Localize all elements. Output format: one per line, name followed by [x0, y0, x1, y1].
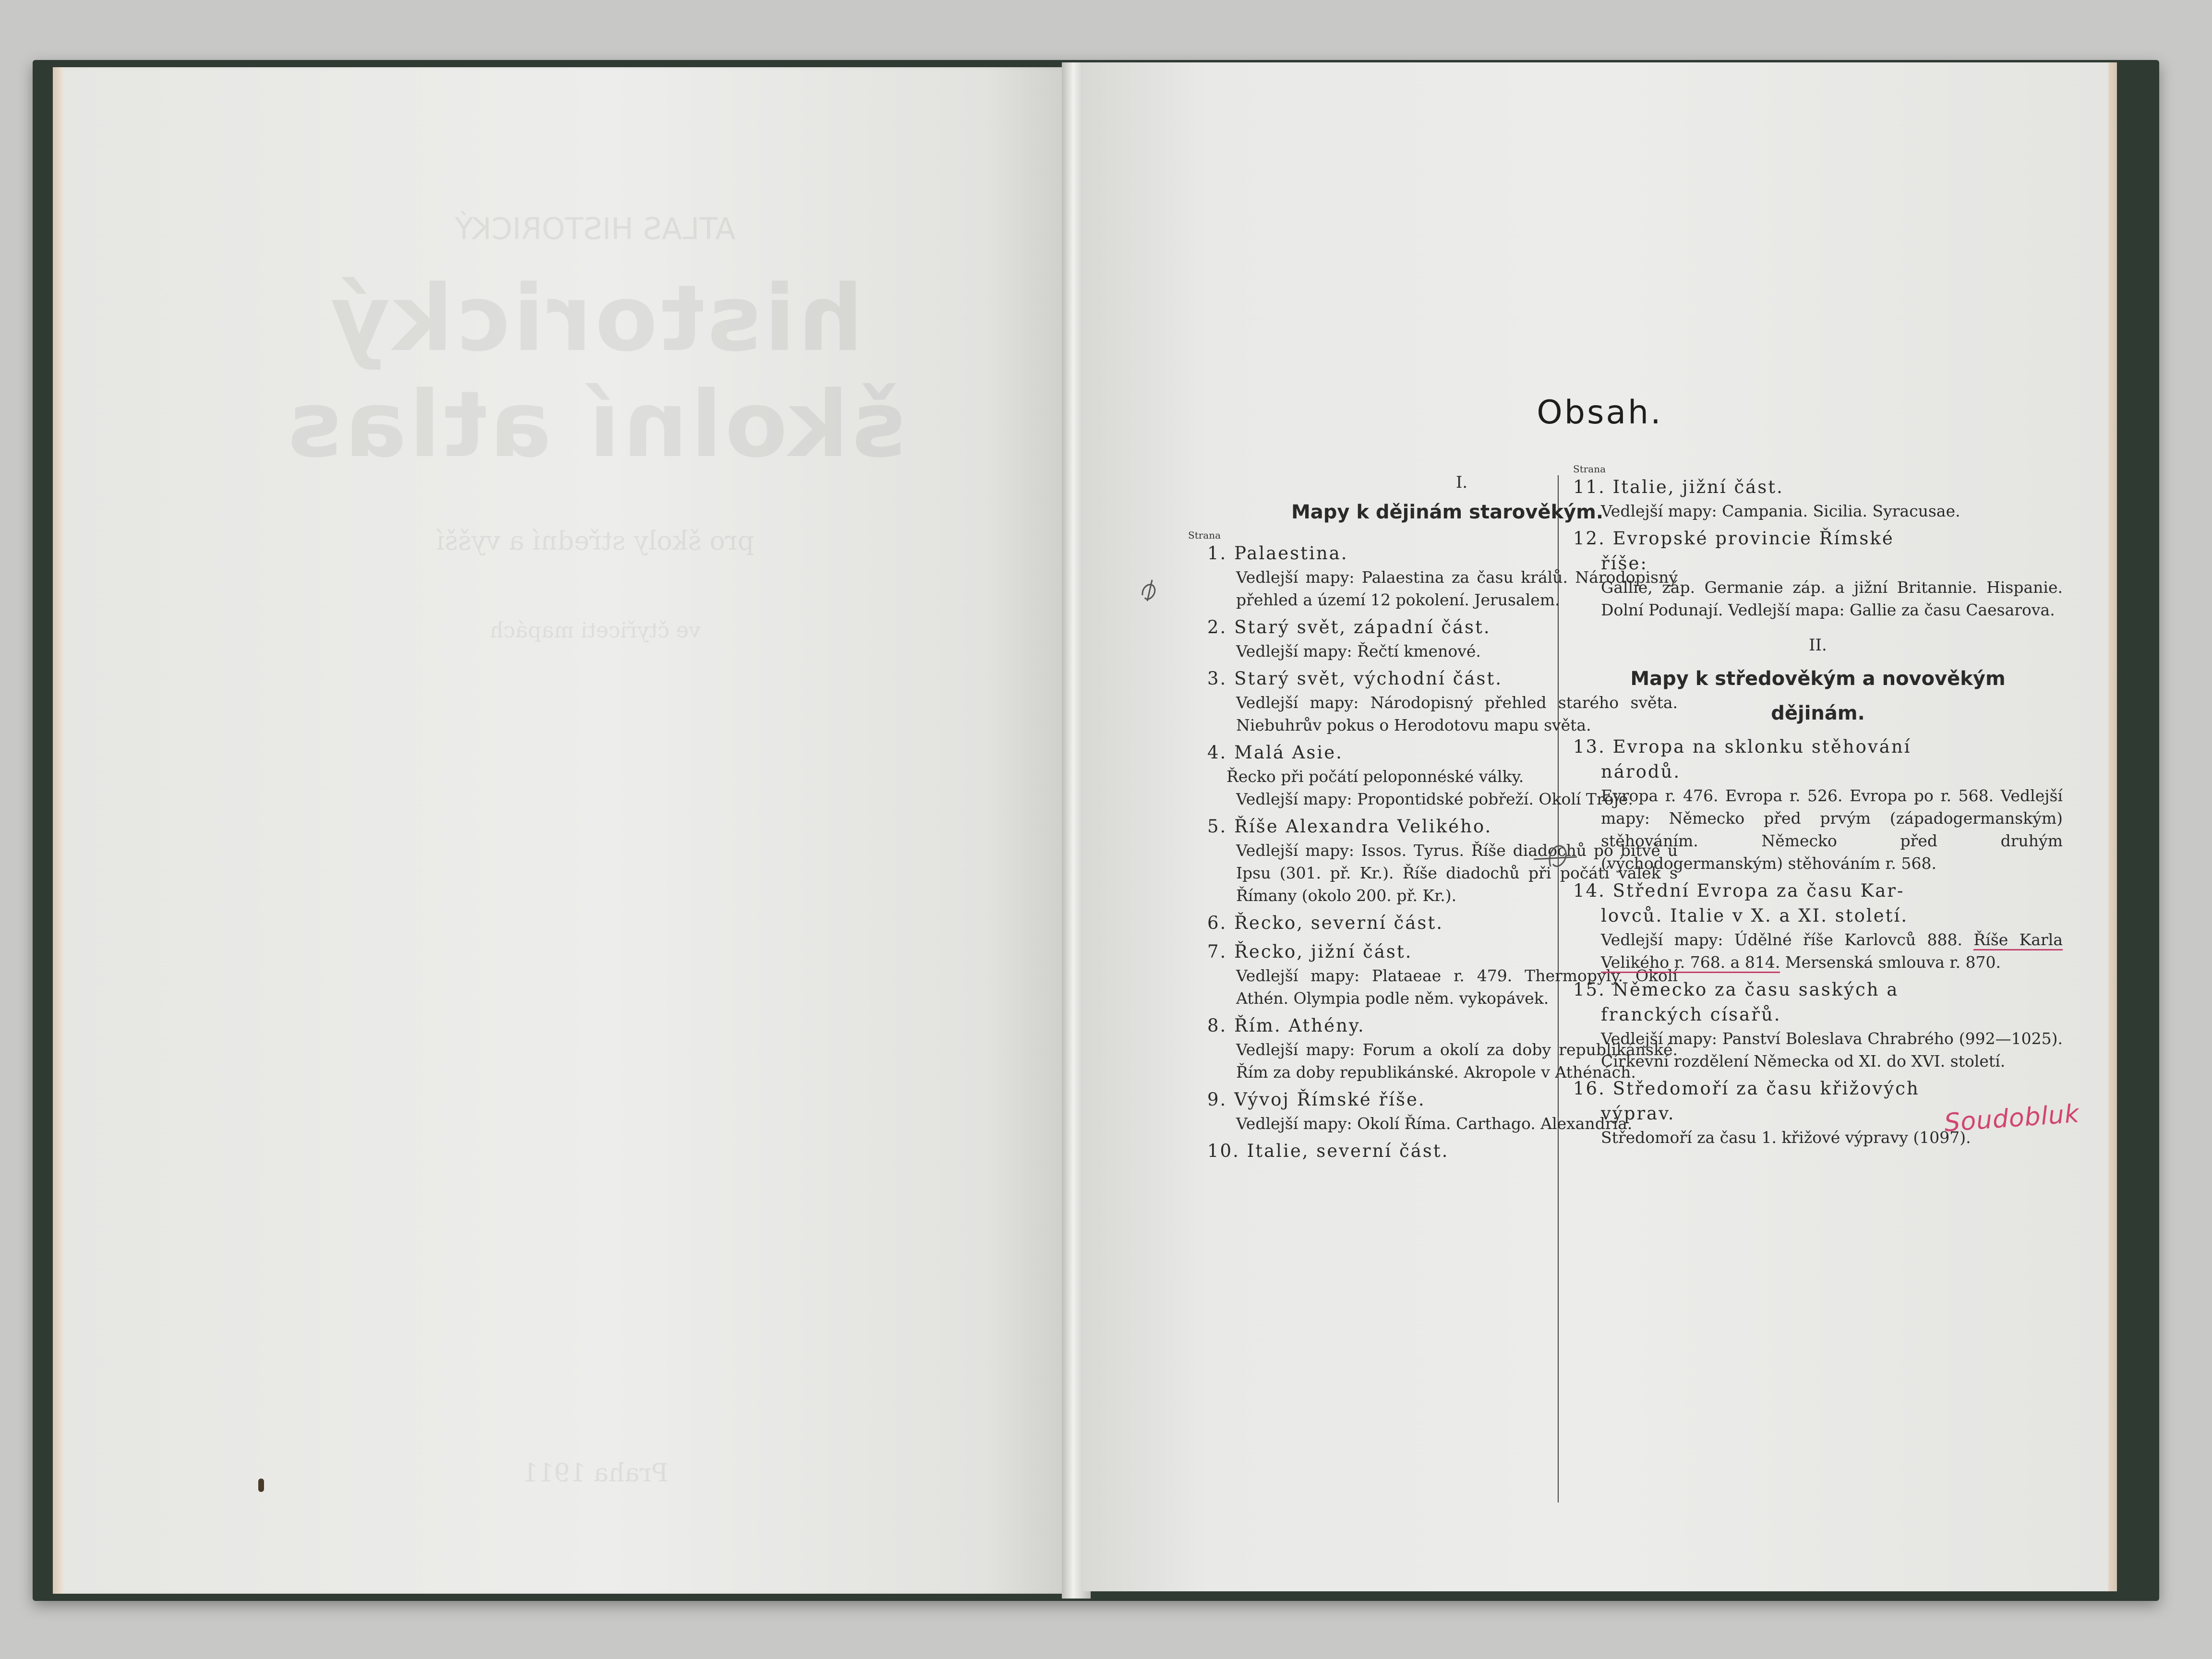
- toc-entry: [1573, 878, 2063, 974]
- entry-title: 5. Říše Alexandra Velikého.: [1207, 816, 1492, 837]
- show-through-ghost-text: [187, 211, 1003, 1488]
- toc-entry: [1573, 734, 2063, 875]
- entry-description: Vedlejší mapy: Propontidské pobřeží. Okolí Troje.: [1236, 790, 1633, 808]
- entry-description: Evropa r. 476. Evropa r. 526. Evropa po r. 568. Vedlejší mapy: Německo před prvým (západogermanským) stěhováním. Německo před druhým (východogermanským) stěhováním r. 568.: [1601, 786, 2063, 873]
- section-heading: Mapy k středověkým a novověkým: [1630, 668, 2006, 690]
- entry-title-continued: výprav.: [1601, 1103, 1675, 1124]
- entry-title: 2. Starý svět, západní část.: [1207, 617, 1491, 637]
- entry-title: 7. Řecko, jižní část.: [1207, 941, 1413, 962]
- entry-title-continued: lovců. Italie v X. a XI. století.: [1601, 905, 1909, 926]
- pencil-mark: [1531, 835, 1579, 874]
- entry-description: Vedlejší mapy: Panství Boleslava Chrabrého (992—1025). Církevní rozdělení Německa od XI. do XVI. století.: [1601, 1029, 2063, 1070]
- ghost-line: Praha 1911: [522, 1459, 669, 1488]
- entry-title: 12. Evropské provincie Římské: [1573, 528, 1894, 549]
- underlined-text: Říše Karla Velikého r. 768. a 814.: [1601, 930, 2063, 973]
- entry-title: 14. Střední Evropa za času Kar-: [1573, 880, 1905, 901]
- entry-title: 3. Starý svět, východní část.: [1207, 668, 1503, 689]
- handwritten-note: Soudobluk: [1943, 1099, 2080, 1138]
- right-page-edge: [2108, 62, 2117, 1591]
- right-page: [1082, 62, 2117, 1591]
- page-label: Strana: [1188, 529, 1221, 541]
- entry-description: [1573, 928, 2063, 974]
- entry-description: Gallie, záp. Germanie záp. a jižní Britannie. Hispanie. Dolní Podunají. Vedlejší mapa: Gallie za času Caesarova.: [1601, 578, 2063, 619]
- section-heading-continued: dějinám.: [1771, 702, 1865, 724]
- toc-entry: [1573, 475, 2063, 522]
- entry-description: Vedlejší mapy: Issos. Tyrus. Říše diadochů po bitvě u Ipsu (301. př. Kr.). Říše diadochů při počátí válek s Římany (okolo 200. př. Kr.).: [1236, 841, 1678, 905]
- ghost-line: historický školní atlas: [285, 265, 906, 478]
- section-heading: Mapy k dějinám starověkým.: [1291, 501, 1604, 523]
- section-number: II.: [1809, 636, 1827, 655]
- entry-title: 15. Německo za času saských a: [1573, 979, 1899, 1000]
- entry-title: 11. Italie, jižní část.: [1573, 477, 1784, 497]
- entry-title: 6. Řecko, severní část.: [1207, 913, 1443, 933]
- ghost-line: ATLAS HISTORICKÝ: [455, 211, 736, 246]
- entry-description-part: Mersenská smlouva r. 870.: [1780, 953, 2001, 972]
- entry-title: 4. Malá Asie.: [1207, 742, 1343, 763]
- pencil-mark: [1138, 576, 1162, 605]
- left-page-edge: [53, 67, 63, 1594]
- entry-title: 9. Vývoj Římské říše.: [1207, 1089, 1426, 1110]
- entry-description-part: Vedlejší mapy: Údělné říše Karlovců 888.: [1601, 930, 1974, 949]
- entry-description: Vedlejší mapy: Okolí Říma. Carthago. Alexandria.: [1236, 1114, 1633, 1133]
- entry-title: 1. Palaestina.: [1207, 543, 1348, 564]
- entry-description: Vedlejší mapy: Plataeae r. 479. Thermopyly. Okolí Athén. Olympia podle něm. vykopávek.: [1236, 966, 1678, 1008]
- toc-entry: [1573, 526, 2063, 621]
- paper-speck: [258, 1479, 264, 1492]
- entry-title: 8. Řím. Athény.: [1207, 1015, 1365, 1036]
- entry-title-continued: národů.: [1601, 761, 1681, 782]
- page-label: Strana: [1573, 463, 1606, 475]
- entry-subtitle: Řecko při počátí peloponnéské války.: [1226, 767, 1524, 786]
- entry-description: Vedlejší mapy: Campania. Sicilia. Syracusae.: [1601, 502, 1960, 520]
- toc-title: Obsah.: [1537, 394, 1663, 432]
- ghost-line: pro školy střední a vyšší: [436, 526, 754, 556]
- entry-title: 10. Italie, severní část.: [1207, 1141, 1449, 1161]
- entry-description: Vedlejší mapy: Řečtí kmenové.: [1236, 642, 1481, 661]
- entry-description: Vedlejší mapy: Palaestina za času králů. Národopisný přehled a území 12 pokolení. Jerusalem.: [1236, 568, 1678, 609]
- entry-title-continued: franckých císařů.: [1601, 1004, 1781, 1025]
- left-page: [53, 67, 1066, 1594]
- entry-title-continued: říše:: [1601, 553, 1648, 574]
- entry-description: Středomoří za času 1. křižové výpravy (1097).: [1601, 1128, 1971, 1147]
- toc-entry: [1573, 977, 2063, 1072]
- entry-title: 16. Středomoří za času křižových: [1573, 1078, 1920, 1099]
- toc-right-column: [1573, 463, 2063, 1153]
- entry-title: 13. Evropa na sklonku stěhování: [1573, 736, 1911, 757]
- entry-description: Vedlejší mapy: Forum a okolí za doby republikánské. Řím za doby republikánské. Akropole v Athénách.: [1236, 1040, 1678, 1082]
- ghost-line: ve čtyřiceti mapách: [490, 618, 701, 643]
- entry-description: Vedlejší mapy: Národopisný přehled starého světa. Niebuhrův pokus o Herodotovu mapu světa.: [1236, 693, 1678, 734]
- section-number: I.: [1455, 473, 1468, 492]
